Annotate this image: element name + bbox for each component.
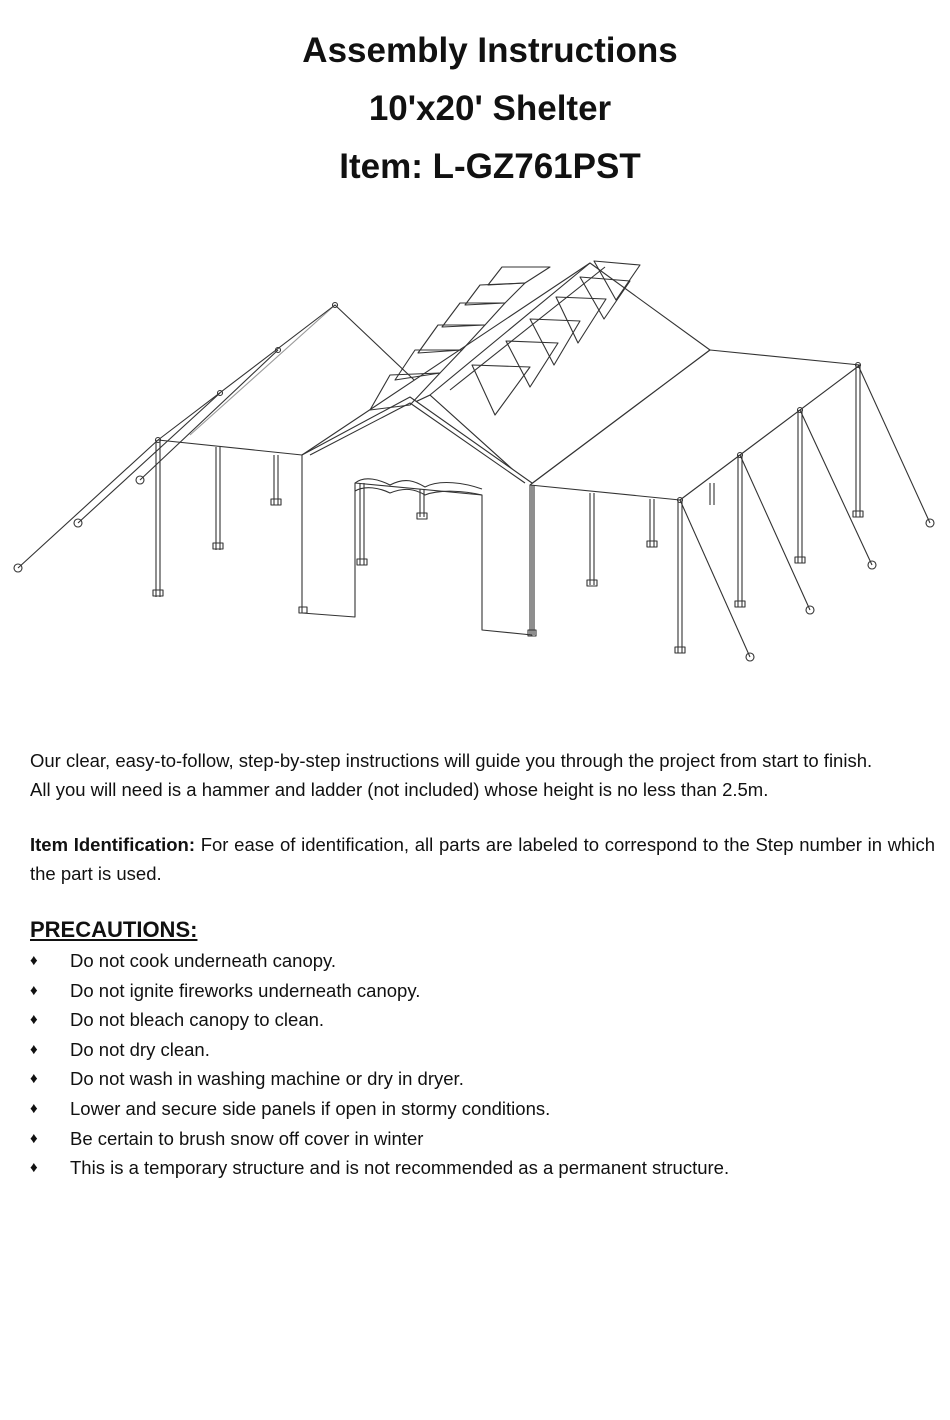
list-item: ♦ Do not ignite fireworks underneath canopy. bbox=[30, 976, 729, 1006]
list-item: ♦ Do not dry clean. bbox=[30, 1035, 729, 1065]
list-item: ♦ Do not cook underneath canopy. bbox=[30, 946, 729, 976]
precautions-heading: PRECAUTIONS: bbox=[30, 917, 198, 942]
list-item: ♦ Lower and secure side panels if open in stormy conditions. bbox=[30, 1094, 729, 1124]
intro-line-2: All you will need is a hammer and ladder (not included) whose height is no less than 2.5m. bbox=[30, 779, 769, 800]
item-identification-text: For ease of identification, all parts are labeled to correspond to the Step number in which the part is used. bbox=[30, 834, 936, 884]
page-subtitle: 10'x20' Shelter bbox=[368, 89, 612, 128]
diamond-bullet-icon: ♦ bbox=[30, 1070, 38, 1088]
precautions-list bbox=[30, 946, 729, 1183]
item-number: Item: L-GZ761PST bbox=[339, 147, 641, 186]
list-item: ♦ Do not wash in washing machine or dry in dryer. bbox=[30, 1064, 729, 1094]
shelter-illustration bbox=[10, 255, 940, 675]
diamond-bullet-icon: ♦ bbox=[30, 952, 38, 969]
page-title: Assembly Instructions bbox=[302, 31, 678, 70]
diamond-bullet-icon: ♦ bbox=[30, 1159, 38, 1177]
list-item: ♦ Be certain to brush snow off cover in winter bbox=[30, 1124, 729, 1154]
title-block bbox=[0, 22, 950, 196]
list-item: ♦ Do not bleach canopy to clean. bbox=[30, 1005, 729, 1035]
diamond-bullet-icon: ♦ bbox=[30, 981, 38, 999]
list-item: ♦ This is a temporary structure and is not recommended as a permanent structure. bbox=[30, 1153, 729, 1183]
item-identification-paragraph bbox=[30, 830, 935, 888]
diamond-bullet-icon: ♦ bbox=[30, 1129, 38, 1147]
diamond-bullet-icon: ♦ bbox=[30, 1099, 38, 1117]
intro-line-1: Our clear, easy-to-follow, step-by-step instructions will guide you through the project from start to finish. bbox=[30, 750, 873, 771]
intro-paragraph bbox=[30, 746, 935, 804]
diamond-bullet-icon: ♦ bbox=[30, 1011, 38, 1029]
diamond-bullet-icon: ♦ bbox=[30, 1040, 38, 1058]
item-identification-label: Item Identification: bbox=[30, 834, 196, 855]
